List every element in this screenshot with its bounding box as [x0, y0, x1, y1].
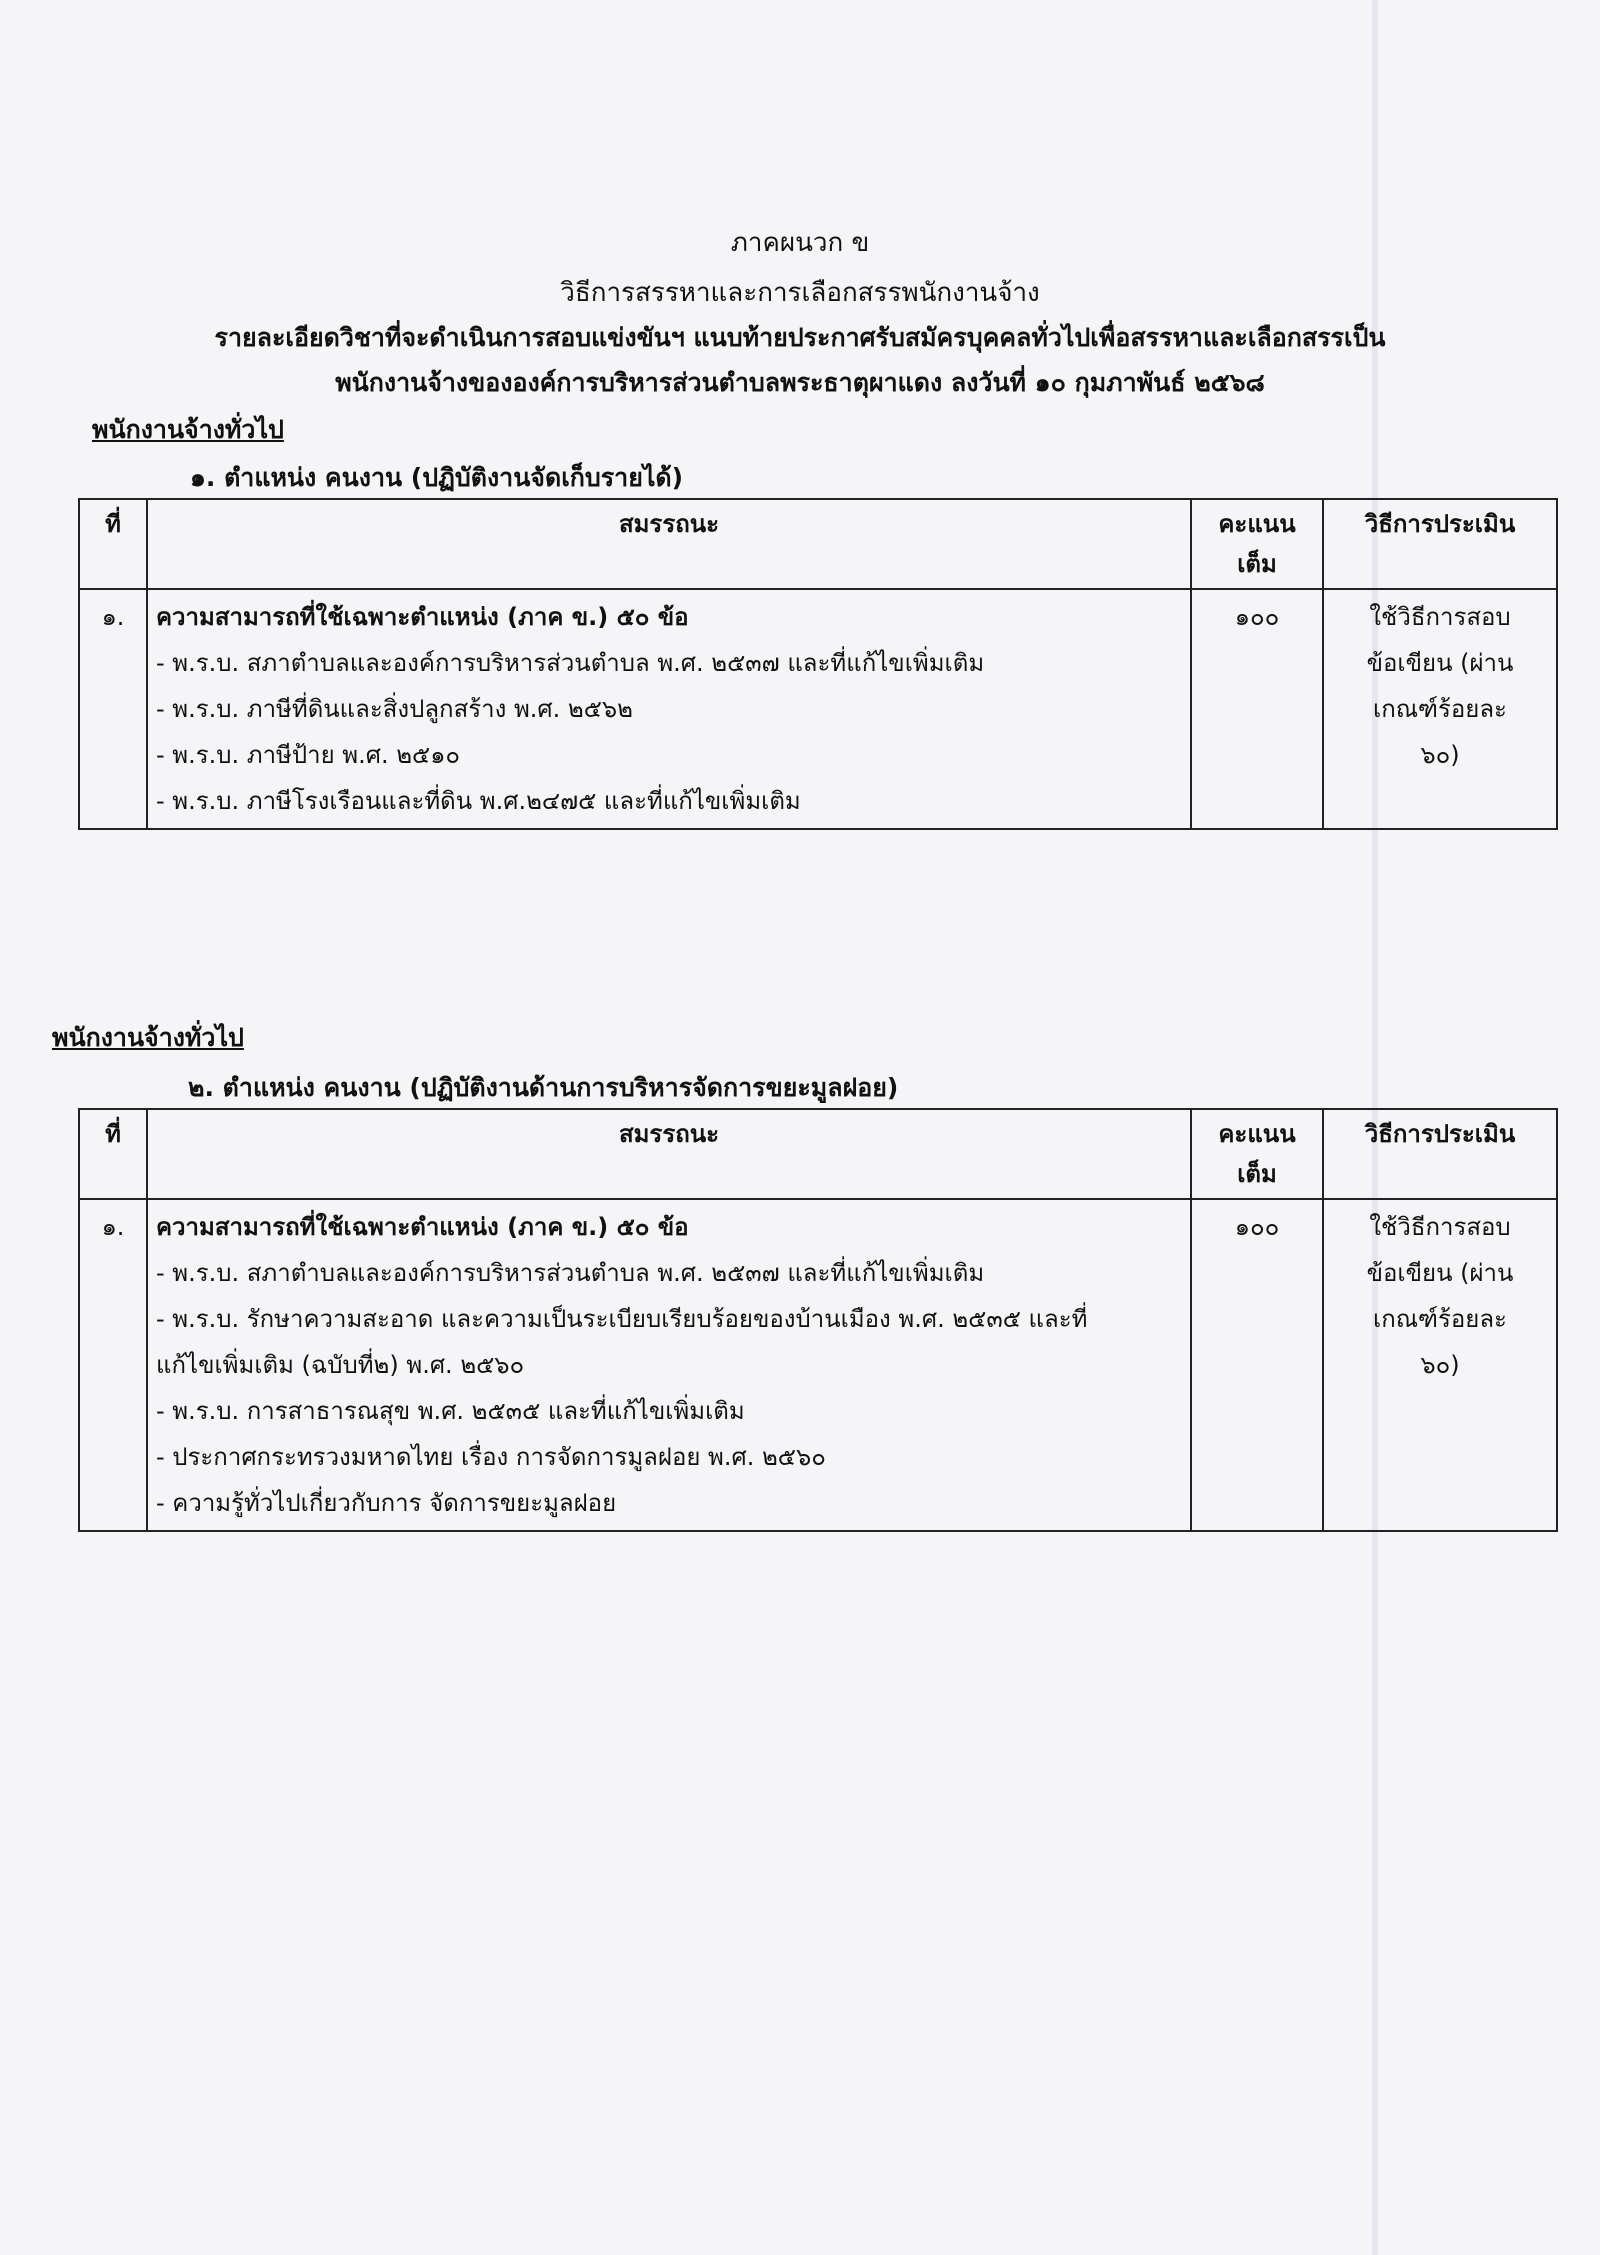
evaluation-line: ๖๐): [1420, 741, 1460, 769]
score-cell: ๑๐๐: [1191, 589, 1323, 829]
section-heading-1: พนักงานจ้างทั่วไป: [92, 415, 284, 444]
col-no-header: ที่: [79, 499, 147, 589]
list-item: - พ.ร.บ. ภาษีโรงเรือนและที่ดิน พ.ศ.๒๔๗๕ และที่แก้ไขเพิ่มเติม: [156, 787, 801, 815]
section-heading-2: พนักงานจ้างทั่วไป: [52, 1023, 244, 1052]
list-item: - พ.ร.บ. การสาธารณสุข พ.ศ. ๒๕๓๕ และที่แก้ไขเพิ่มเติม: [156, 1397, 745, 1425]
evaluation-line: ข้อเขียน (ผ่าน: [1366, 1259, 1514, 1287]
detail-title: รายละเอียดวิชาที่จะดำเนินการสอบแข่งขันฯ แนบท้ายประกาศรับสมัครบุคคลทั่วไปเพื่อสรรหาและเลือกสรรเป็น: [214, 323, 1386, 352]
competency-cell: [147, 1199, 1191, 1531]
evaluation-line: ใช้วิธีการสอบ: [1369, 1213, 1511, 1241]
table-header-row: [79, 499, 1557, 589]
score-header-line2: เต็ม: [1237, 550, 1277, 578]
col-score-header: [1191, 1109, 1323, 1199]
evaluation-cell: [1323, 589, 1557, 829]
evaluation-line: เกณฑ์ร้อยละ: [1373, 695, 1507, 723]
col-competency-header: สมรรถนะ: [147, 1109, 1191, 1199]
score-header-line1: คะแนน: [1218, 510, 1296, 538]
list-item: - พ.ร.บ. สภาตำบลและองค์การบริหารส่วนตำบล พ.ศ. ๒๕๓๗ และที่แก้ไขเพิ่มเติม: [156, 1259, 985, 1287]
score-cell: ๑๐๐: [1191, 1199, 1323, 1531]
col-competency-header: สมรรถนะ: [147, 499, 1191, 589]
method-title: วิธีการสรรหาและการเลือกสรรพนักงานจ้าง: [560, 278, 1040, 308]
col-evaluation-header: วิธีการประเมิน: [1323, 499, 1557, 589]
col-evaluation-header: วิธีการประเมิน: [1323, 1109, 1557, 1199]
announcement-title: พนักงานจ้างขององค์การบริหารส่วนตำบลพระธาตุผาแดง ลงวันที่ ๑๐ กุมภาพันธ์ ๒๕๖๘: [335, 368, 1265, 397]
list-item: - ประกาศกระทรวงมหาดไทย เรื่อง การจัดการมูลฝอย พ.ศ. ๒๕๖๐: [156, 1443, 826, 1471]
score-header-line1: คะแนน: [1218, 1120, 1296, 1148]
list-item: - พ.ร.บ. สภาตำบลและองค์การบริหารส่วนตำบล พ.ศ. ๒๕๓๗ และที่แก้ไขเพิ่มเติม: [156, 649, 985, 677]
competency-title: ความสามารถที่ใช้เฉพาะตำแหน่ง (ภาค ข.) ๕๐ ข้อ: [156, 603, 689, 631]
table-row: [79, 589, 1557, 829]
competency-table-1: [78, 498, 1558, 830]
evaluation-line: ใช้วิธีการสอบ: [1369, 603, 1511, 631]
table-row: [79, 1199, 1557, 1531]
table-header-row: [79, 1109, 1557, 1199]
list-item: - ความรู้ทั่วไปเกี่ยวกับการ จัดการขยะมูลฝอย: [156, 1489, 617, 1517]
col-score-header: [1191, 499, 1323, 589]
col-no-header: ที่: [79, 1109, 147, 1199]
evaluation-line: เกณฑ์ร้อยละ: [1373, 1305, 1507, 1333]
appendix-title: ภาคผนวก ข: [730, 228, 870, 258]
list-item: - พ.ร.บ. ภาษีที่ดินและสิ่งปลูกสร้าง พ.ศ. ๒๕๖๒: [156, 695, 633, 723]
position-title-2: ๒. ตำแหน่ง คนงาน (ปฏิบัติงานด้านการบริหารจัดการขยะมูลฝอย): [188, 1073, 899, 1102]
list-item: - พ.ร.บ. ภาษีป้าย พ.ศ. ๒๕๑๐: [156, 741, 461, 769]
position-title-1: ๑. ตำแหน่ง คนงาน (ปฏิบัติงานจัดเก็บรายได้): [190, 463, 684, 492]
evaluation-line: ข้อเขียน (ผ่าน: [1366, 649, 1514, 677]
score-header-line2: เต็ม: [1237, 1160, 1277, 1188]
evaluation-line: ๖๐): [1420, 1351, 1460, 1379]
evaluation-cell: [1323, 1199, 1557, 1531]
competency-cell: [147, 589, 1191, 829]
list-item: แก้ไขเพิ่มเติม (ฉบับที่๒) พ.ศ. ๒๕๖๐: [156, 1351, 525, 1379]
competency-title: ความสามารถที่ใช้เฉพาะตำแหน่ง (ภาค ข.) ๕๐ ข้อ: [156, 1213, 689, 1241]
list-item: - พ.ร.บ. รักษาความสะอาด และความเป็นระเบียบเรียบร้อยของบ้านเมือง พ.ศ. ๒๕๓๕ และที่: [156, 1305, 1088, 1333]
row-number: ๑.: [79, 589, 147, 829]
row-number: ๑.: [79, 1199, 147, 1531]
competency-table-2: [78, 1108, 1558, 1532]
